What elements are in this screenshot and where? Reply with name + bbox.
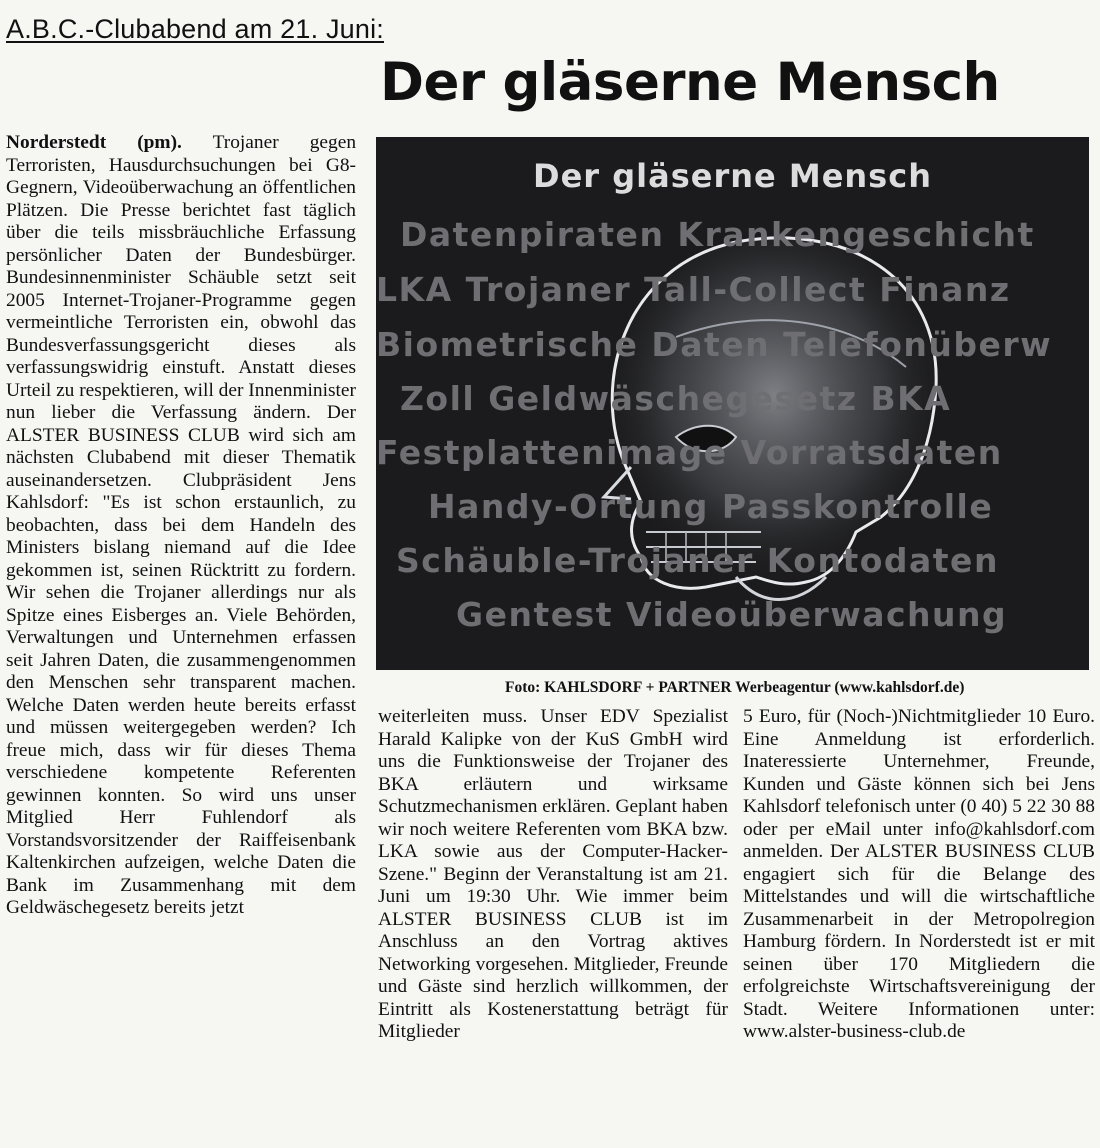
photo-word-line: Schäuble-Trojaner Kontodaten [396,541,999,580]
article-column-1 [6,132,356,920]
photo-word-line: Biometrische Daten Telefonüberw [376,325,1053,364]
photo-word-line: Handy-Ortung Passkontrolle [428,487,994,526]
photo-title: Der gläserne Mensch [533,157,932,195]
kicker: A.B.C.-Clubabend am 21. Juni: [6,14,384,44]
dateline: Norderstedt (pm). [6,132,182,153]
photo-word-line: Zoll Geldwäschegesetz BKA [400,379,952,418]
photo-word-line: LKA Trojaner Tall-Collect Finanz [376,270,1011,309]
column-1-text: Trojaner gegen Terroristen, Hausdurchsuchungen bei G8-Gegnern, Videoüberwachung an öffentlichen Plätzen. Die Presse berichtet fast täglich über die teils missbräuchliche Erfassung persönlicher Daten der Bundesbürger. Bundesinnenminister Schäuble setzt seit 2005 Internet-Trojaner-Programme gegen vermeintliche Terroristen ein, obwohl das Bundesverfassungsgericht dieses als verfassungswidrig einstuft. Anstatt dieses Urteil zu respektieren, will der Innenminister nun lieber die Verfassung ändern. Der ALSTER BUSINESS CLUB wird sich am nächsten Clubabend mit dieser Thematik auseinandersetzen. Clubpräsident Jens Kahlsdorf: "Es ist schon erstaunlich, zu beobachten, dass bei dem Handeln des Ministers bislang niemand auf die Idee gekommen ist, seinen Rücktritt zu fordern. Wir sehen die Trojaner allerdings nur als Spitze eines Eisberges an. Viele Behörden, Verwaltungen und Unternehmen erfassen seit Jahren Daten, die zusammengenommen den Menschen sehr transparent machen. Welche Daten werden heute bereits erfasst und müssen weitergegeben werden? Ich freue mich, dass wir für dieses Thema verschiedene kompetente Referenten gewinnen konnten. So wird uns unser Mitglied Herr Fuhlendorf als Vorstandsvorsitzender der Raiffeisenbank Kaltenkirchen aufzeigen, welche Daten die Bank im Zusammenhang mit dem Geldwäschegesetz bereits jetzt [6,132,357,918]
photo [376,137,1089,670]
photo-word-line: Datenpiraten Krankengeschicht [400,215,1035,254]
photo-word-line: Festplattenimage Vorratsdaten [376,433,1003,472]
article-column-3: 5 Euro, für (Noch-)Nichtmitglieder 10 Euro. Eine Anmeldung ist erforderlich. Inateressierte Unternehmer, Freunde, Kunden und Gäste können sich bei Jens Kahlsdorf telefonisch unter (0 40) 5 22 30 88 oder per eMail unter info@kahlsdorf.com anmelden. Der ALSTER BUSINESS CLUB engagiert sich für die Belange des Mittelstandes und will die wirtschaftliche Zusammenarbeit in der Metropolregion Hamburg fördern. In Norderstedt ist er mit seinen über 170 Mitgliedern die erfolgreichste Wirtschaftsvereinigung der Stadt. Weitere Informationen unter: www.alster-business-club.de [743,706,1095,1042]
photo-caption: Foto: KAHLSDORF + PARTNER Werbeagentur (www.kahlsdorf.de) [505,679,965,696]
photo-word-line: Gentest Videoüberwachung [456,595,1008,634]
headline: Der gläserne Mensch [380,52,1000,113]
article-column-2: weiterleiten muss. Unser EDV Spezialist Harald Kalipke von der KuS GmbH wird uns die Funktionsweise der Trojaner des BKA erläutern und wirksame Schutzmechanismen erklären. Geplant haben wir noch weitere Referenten vom BKA bzw. LKA sowie aus der Computer-Hacker-Szene." Beginn der Veranstaltung ist am 21. Juni um 19:30 Uhr. Wie immer beim ALSTER BUSINESS CLUB ist im Anschluss an den Vortrag aktives Networking vorgesehen. Mitglieder, Freunde und Gäste sind herzlich willkommen, der Eintritt als Kostenerstattung beträgt für Mitglieder [378,706,728,1042]
